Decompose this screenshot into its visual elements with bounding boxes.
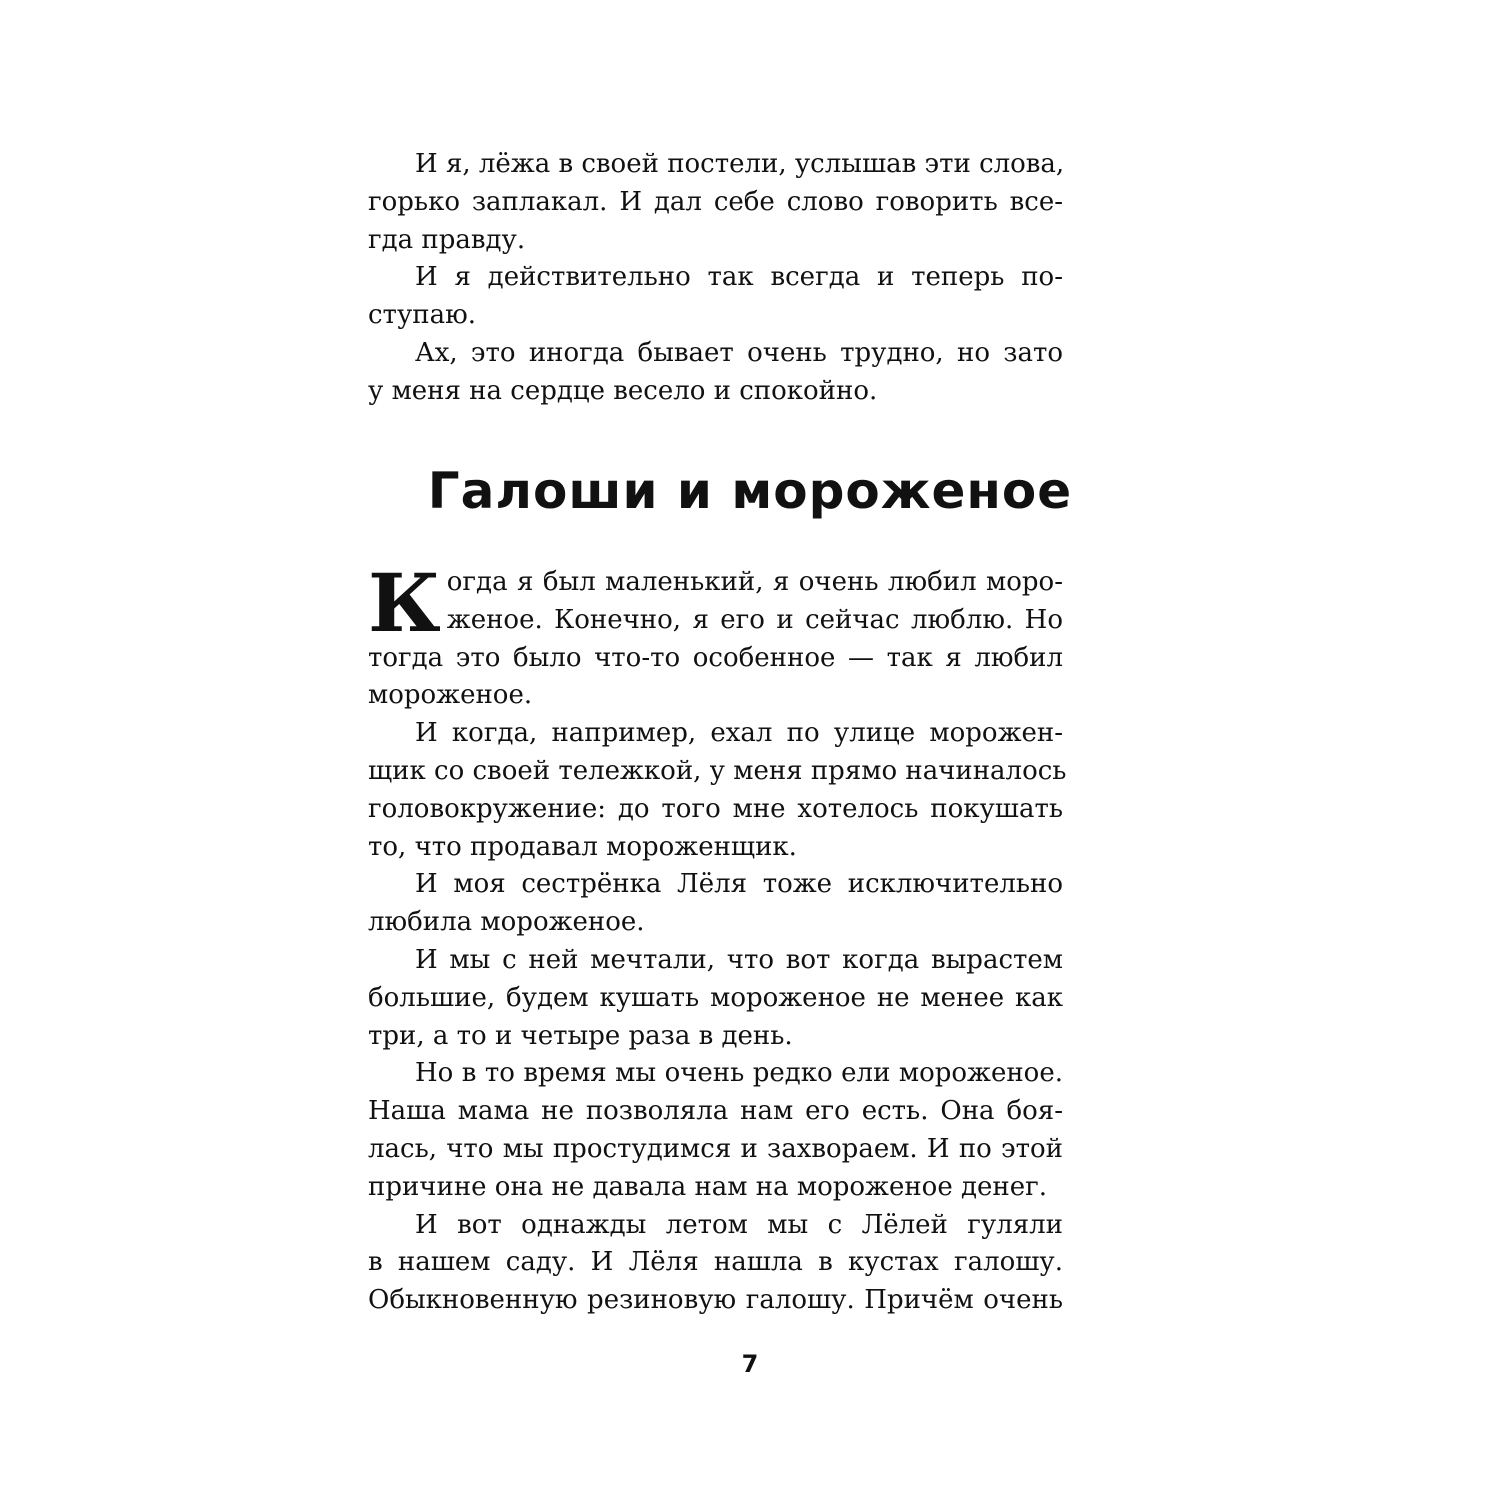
chapter-title: Галоши и мороженое <box>427 462 1073 520</box>
text-block-previous-story <box>368 146 1063 411</box>
text-line: И когда, например, ехал по улице морожен- <box>415 718 1063 749</box>
text-line: тогда это было что-то особенное — так я любил <box>368 642 1063 673</box>
text-block-chapter <box>368 556 1067 1320</box>
text-line: И я действительно так всегда и теперь по- <box>415 262 1063 293</box>
text-line: причине она не давала нам на мороженое денег. <box>368 1171 1047 1202</box>
text-line: И вот однажды летом мы с Лёлей гуляли <box>415 1209 1063 1240</box>
text-line: Обыкновенную резиновую галошу. Причём очень <box>368 1285 1063 1316</box>
text-line: гда правду. <box>368 224 526 255</box>
text-line: И мы с ней мечтали, что вот когда вырастем <box>415 944 1063 975</box>
text-line: Наша мама не позволяла нам его есть. Она боя- <box>368 1096 1063 1127</box>
text-line: головокружение: до того мне хотелось покушать <box>368 793 1063 824</box>
text-line: у меня на сердце весело и спокойно. <box>368 375 878 406</box>
page-number: 7 <box>741 1350 759 1378</box>
text-line: И моя сестрёнка Лёля тоже исключительно <box>415 869 1063 900</box>
text-line: горько заплакал. И дал себе слово говорить все- <box>368 186 1063 217</box>
text-line: ступаю. <box>368 300 476 331</box>
text-line: три, а то и четыре раза в день. <box>368 1020 793 1051</box>
text-line: И я, лёжа в своей постели, услышав эти слова, <box>415 149 1065 179</box>
text-line: лась, что мы простудимся и захвораем. И по этой <box>368 1133 1063 1164</box>
drop-cap: К <box>368 556 441 650</box>
text-line: мороженое. <box>368 680 533 711</box>
text-line: огда я был маленький, я очень любил моро- <box>446 567 1063 597</box>
text-line: щик со своей тележкой, у меня прямо начиналось <box>368 755 1067 786</box>
text-line: в нашем саду. И Лёля нашла в кустах галошу. <box>368 1247 1063 1278</box>
text-line: большие, будем кушать мороженое не менее как <box>368 982 1063 1013</box>
text-line: любила мороженое. <box>368 907 645 938</box>
text-line: женое. Конечно, я его и сейчас люблю. Но <box>446 604 1063 635</box>
text-line: то, что продавал мороженщик. <box>368 831 797 862</box>
text-line: Ах, это иногда бывает очень трудно, но зато <box>415 337 1063 368</box>
text-line: Но в то время мы очень редко ели мороженое. <box>415 1058 1063 1089</box>
